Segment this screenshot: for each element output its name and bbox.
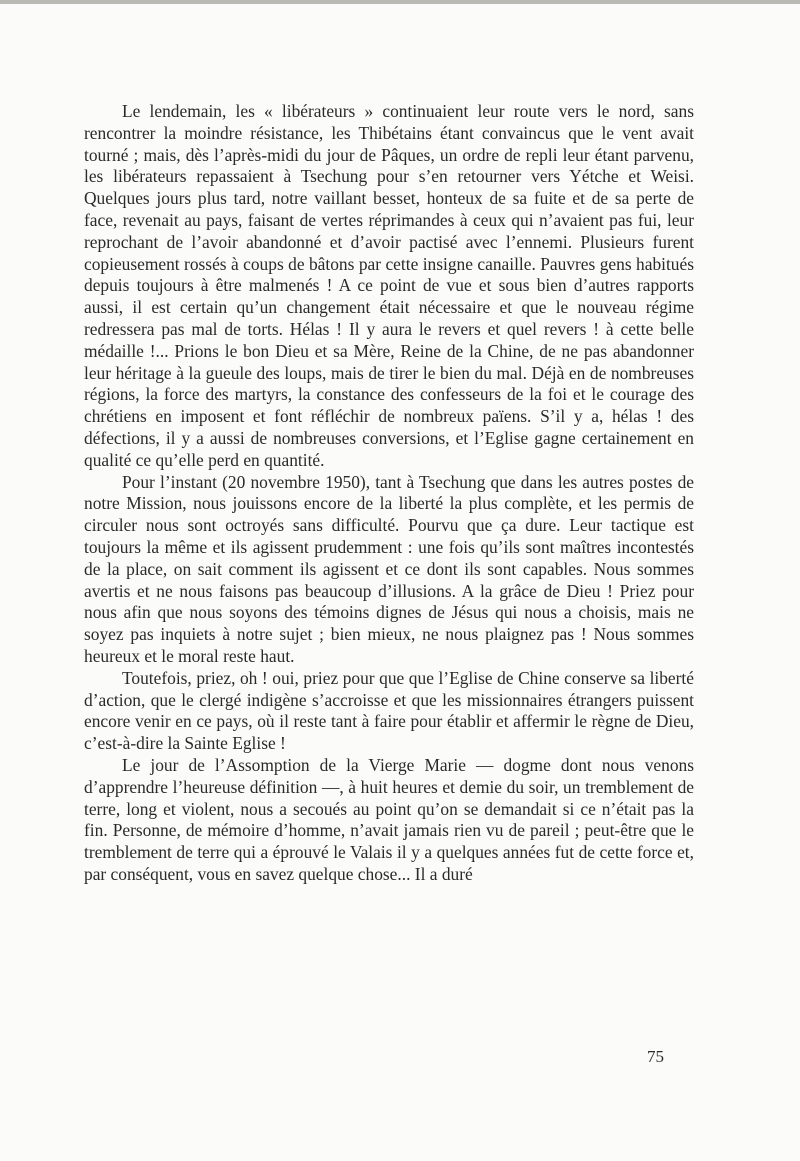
paragraph-4: Le jour de l’Assomption de la Vierge Marie — dogme dont nous venons d’apprendre l’heureuse définition —, à huit heures et demie du soir, un tremblement de terre, long et violent, nous a secoués au point qu’on se demandait si ce n’était pas la fin. Personne, de mémoire d’homme, n’avait jamais rien vu de pareil ; peut-être que le tremblement de terre qui a éprouvé le Valais il y a quelques années fut de cette force et, par conséquent, vous en savez quelque chose... Il a duré <box>84 754 694 884</box>
page-top-edge <box>0 0 800 4</box>
paragraph-1: Le lendemain, les « libérateurs » continuaient leur route vers le nord, sans rencontrer la moindre résistance, les Thibétains étant convaincus que le vent avait tourné ; mais, dès l’après-midi du jour de Pâques, un ordre de repli leur étant parvenu, les libérateurs repassaient à Tsechung pour s’en retourner vers Yétche et Weisi. Quelques jours plus tard, notre vaillant besset, honteux de sa fuite et de sa perte de face, revenait au pays, faisant de vertes réprimandes à ceux qui n’avaient pas fui, leur reprochant de l’avoir abandonné et d’avoir pactisé avec l’ennemi. Plusieurs furent copieusement rossés à coups de bâtons par cette insigne canaille. Pauvres gens habitués depuis toujours à être malmenés ! A ce point de vue et sous bien d’autres rapports aussi, il est certain qu’un changement était nécessaire et que le nouveau régime redressera pas mal de torts. Hélas ! Il y aura le revers et quel revers ! à cette belle médaille !... Prions le bon Dieu et sa Mère, Reine de la Chine, de ne pas abandonner leur héritage à la gueule des loups, mais de tirer le bien du mal. Déjà en de nombreuses régions, la force des martyrs, la constance des confesseurs de la foi et le courage des chrétiens en imposent et font réfléchir de nombreux païens. S’il y a, hélas ! des défections, il y a aussi de nombreuses conversions, et l’Eglise gagne certainement en qualité ce qu’elle perd en quantité. <box>84 101 694 470</box>
page-number: 75 <box>647 1047 664 1066</box>
paragraph-3: Toutefois, priez, oh ! oui, priez pour que que l’Eglise de Chine conserve sa liberté d’action, que le clergé indigène s’accroisse et que les missionnaires étrangers puissent encore venir en ce pays, où il reste tant à faire pour établir et affermir le règne de Dieu, c’est-à-dire la Sainte Eglise ! <box>84 667 694 754</box>
page-body <box>84 101 694 886</box>
paragraph-2: Pour l’instant (20 novembre 1950), tant à Tsechung que dans les autres postes de notre Mission, nous jouissons encore de la liberté la plus complète, et les permis de circuler nous sont octroyés sans difficulté. Pourvu que ça dure. Leur tactique est toujours la même et ils agissent prudemment : une fois qu’ils sont maîtres incontestés de la place, on sait comment ils agissent et ce dont ils sont capables. Nous sommes avertis et ne nous faisons pas beaucoup d’illusions. A la grâce de Dieu ! Priez pour nous afin que nous soyons des témoins dignes de Jésus qui nous a choisis, mais ne soyez pas inquiets à notre sujet ; bien mieux, ne nous plaignez pas ! Nous sommes heureux et le moral reste haut. <box>84 471 694 666</box>
